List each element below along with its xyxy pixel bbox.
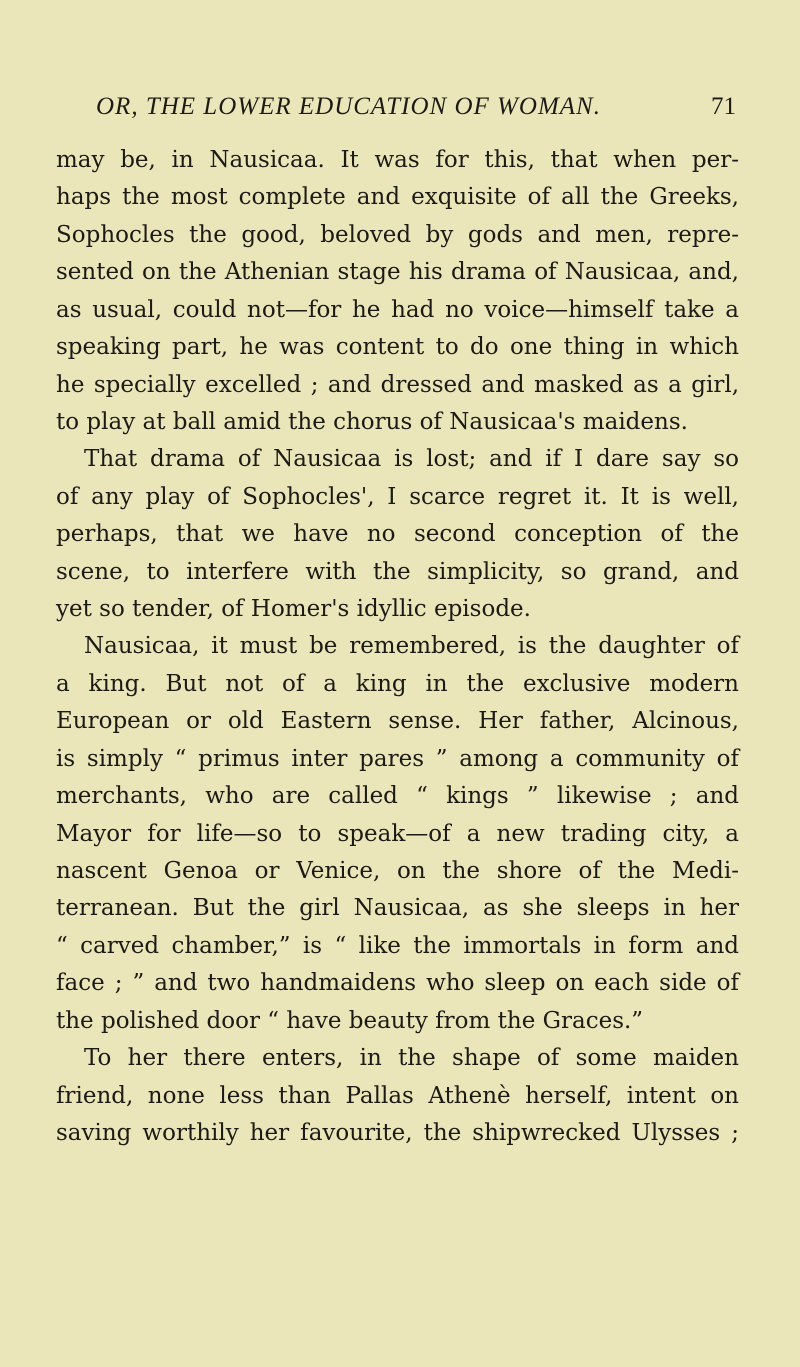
- text-line: To her there enters, in the shape of some maiden: [84, 1045, 739, 1072]
- text-line: sented on the Athenian stage his drama of Nausicaa, and,: [56, 259, 739, 286]
- text-line: a king. But not of a king in the exclusive modern: [56, 670, 739, 697]
- text-line: to play at ball amid the chorus of Nausicaa's maidens.: [56, 408, 688, 435]
- text-line: nascent Genoa or Venice, on the shore of the Medi-: [56, 858, 739, 885]
- text-line: yet so tender, of Homer's idyllic episode.: [56, 596, 531, 623]
- text-line: speaking part, he was content to do one thing in which: [56, 334, 739, 361]
- text-line: Sophocles the good, beloved by gods and men, repre-: [56, 221, 739, 248]
- text-line: he specially excelled ; and dressed and masked as a girl,: [56, 371, 739, 398]
- text-line: as usual, could not—for he had no voice—himself take a: [56, 296, 739, 323]
- text-line: friend, none less than Pallas Athenè herself, intent on: [56, 1082, 739, 1109]
- text-line: Nausicaa, it must be remembered, is the daughter of: [84, 633, 739, 660]
- running-title: OR, THE LOWER EDUCATION OF WOMAN.: [96, 93, 601, 120]
- text-line: scene, to interfere with the simplicity, so grand, and: [56, 558, 739, 585]
- text-line: face ; ” and two handmaidens who sleep on each side of: [56, 970, 739, 997]
- text-line: European or old Eastern sense. Her father, Alcinous,: [56, 708, 739, 735]
- running-head: [96, 93, 736, 129]
- text-line: Mayor for life—so to speak—of a new trading city, a: [56, 820, 739, 847]
- text-line: the polished door “ have beauty from the Graces.”: [56, 1007, 644, 1034]
- text-line: “ carved chamber,” is “ like the immortals in form and: [56, 932, 739, 959]
- page-number: 71: [711, 93, 736, 120]
- text-line: terranean. But the girl Nausicaa, as she sleeps in her: [56, 895, 739, 922]
- text-line: of any play of Sophocles', I scarce regret it. It is well,: [56, 483, 739, 510]
- text-line: That drama of Nausicaa is lost; and if I dare say so: [84, 446, 739, 473]
- text-line: is simply “ primus inter pares ” among a community of: [56, 745, 739, 772]
- text-line: perhaps, that we have no second conception of the: [56, 521, 739, 548]
- text-line: merchants, who are called “ kings ” likewise ; and: [56, 783, 739, 810]
- body-text: [56, 142, 739, 1152]
- text-line: haps the most complete and exquisite of all the Greeks,: [56, 184, 739, 211]
- text-line: saving worthily her favourite, the shipwrecked Ulysses ;: [56, 1119, 739, 1146]
- text-line: may be, in Nausicaa. It was for this, that when per-: [56, 147, 739, 173]
